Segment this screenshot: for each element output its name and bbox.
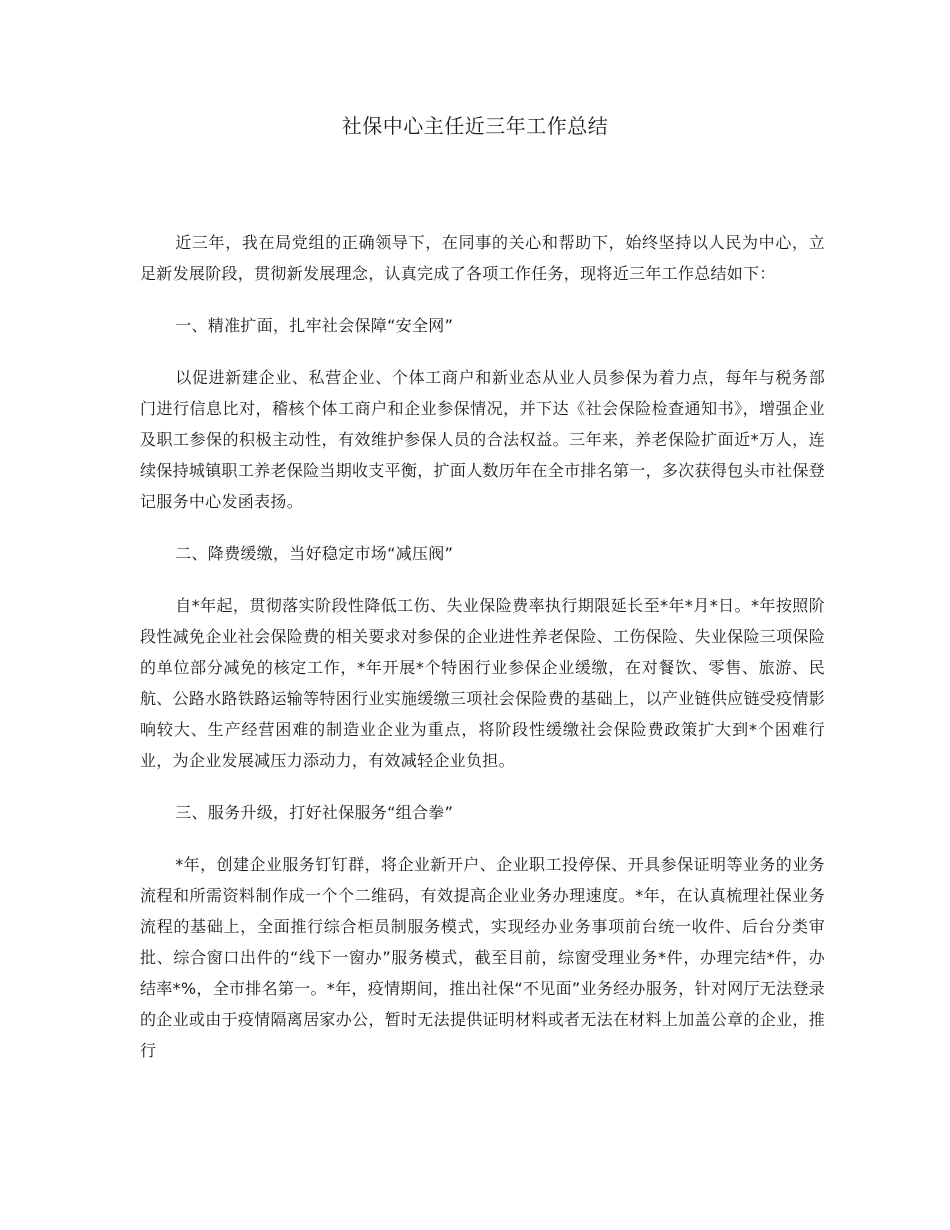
- document-body: [140, 227, 825, 1066]
- section-1-body: 以促进新建企业、私营企业、个体工商户和新业态从业人员参保为着力点，每年与税务部门进行信息比对，稽核个体工商户和企业参保情况，并下达《社会保险检查通知书》，增强企业及职工参保的积极主动性，有效维护参保人员的合法权益。三年来，养老保险扩面近*万人，连续保持城镇职工养老保险当期收支平衡，扩面人数历年在全市排名第一，多次获得包头市社保登记服务中心发函表扬。: [140, 368, 825, 511]
- section-2-heading: 二、降费缓缴，当好稳定市场“减压阀”: [175, 544, 454, 563]
- section-3-body: *年，创建企业服务钉钉群，将企业新开户、企业职工投停保、开具参保证明等业务的业务流程和所需资料制作成一个个二维码，有效提高企业业务办理速度。*年，在认真梳理社保业务流程的基础上，全面推行综合柜员制服务模式，实现经办业务事项前台统一收件、后台分类审批、综合窗口出件的“线下一窗办”服务模式，截至目前，综窗受理业务*件，办理完结*件，办结率*%，全市排名第一。*年，疫情期间，推出社保“不见面”业务经办服务，针对网厅无法登录的企业或由于疫情隔离居家办公，暂时无法提供证明材料或者无法在材料上加盖公章的企业，推行: [140, 855, 825, 1060]
- document-title: 社保中心主任近三年工作总结: [341, 114, 609, 138]
- section-2-body: 自*年起，贯彻落实阶段性降低工伤、失业保险费率执行期限延长至*年*月*日。*年按照阶段性减免企业社会保险费的相关要求对参保的企业进性养老保险、工伤保险、失业保险三项保险的单位部分减免的核定工作，*年开展*个特困行业参保企业缓缴，在对餐饮、零售、旅游、民航、公路水路铁路运输等特困行业实施缓缴三项社会保险费的基础上，以产业链供应链受疫情影响较大、生产经营困难的制造业企业为重点，将阶段性缓缴社会保险费政策扩大到*个困难行业，为企业发展减压力添动力，有效减轻企业负担。: [140, 596, 825, 770]
- intro-paragraph: 近三年，我在局党组的正确领导下，在同事的关心和帮助下，始终坚持以人民为中心，立足新发展阶段，贯彻新发展理念，认真完成了各项工作任务，现将近三年工作总结如下：: [140, 233, 825, 283]
- section-1-heading: 一、精准扩面，扎牢社会保障“安全网”: [175, 316, 454, 335]
- section-3-heading: 三、服务升级，打好社保服务“组合拳”: [175, 803, 454, 822]
